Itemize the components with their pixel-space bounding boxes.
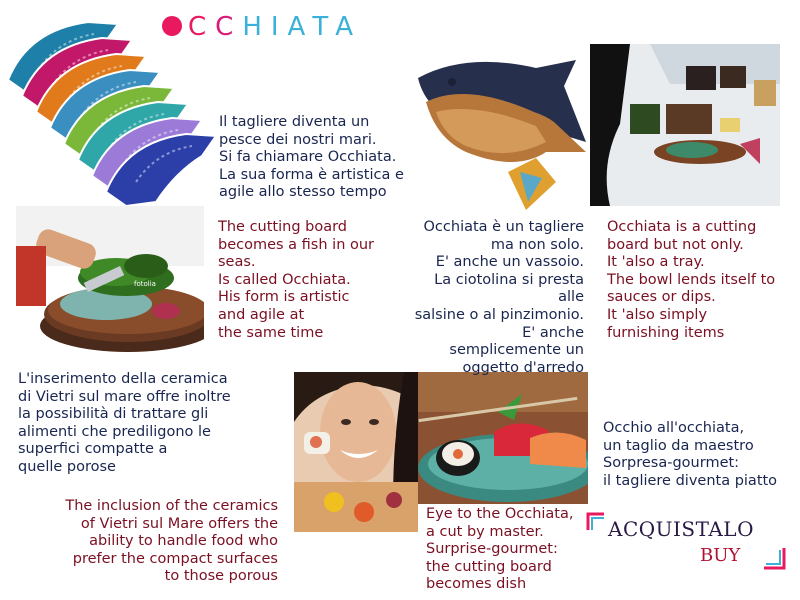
ceramic-fish-stack-image [0, 18, 215, 213]
buy-label[interactable]: BUY [700, 545, 741, 566]
woman-sushi-photo [294, 372, 418, 532]
ceramic-text-english: The inclusion of the ceramics of Vietri sul Mare offers the ability to handle food who prefer the compact surfaces to those porous [65, 498, 278, 585]
tray-text-italian: Occhiata è un tagliere ma non solo. E' anche un vassoio. La ciotolina si presta alle salsine o al pinzimonio. E' anche semplicemente un oggetto d'arredo [414, 219, 584, 376]
boat-deck-photo [590, 44, 780, 206]
title-letter: I [270, 12, 288, 42]
title-letter: T [312, 12, 336, 42]
title-letter: H [242, 12, 271, 42]
intro-text-italian: Il tagliere diventa un pesce dei nostri mari. Si fa chiamare Occhiata. La sua forma è artistica e agile allo stesso tempo [219, 114, 404, 201]
title-letter: C [215, 12, 243, 42]
fish-tray-image [396, 42, 591, 214]
tray-text-english: Occhiata is a cutting board but not only. It 'also a tray. The bowl lends itself to sauces or dips. It 'also simply furnishing items [607, 219, 776, 341]
acquistalo-label[interactable]: ACQUISTALO [608, 517, 754, 541]
ceramic-text-italian: L'inserimento della ceramica di Vietri sul mare offre inoltre la possibilità di trattare gli alimenti che prediligono le superfici compatte a quelle porose [18, 371, 231, 475]
gourmet-text-italian: Occhio all'occhiata, un taglio da maestro Sorpresa-gourmet: il tagliere diventa piatto [603, 420, 778, 489]
corner-bracket-top-left-icon [586, 512, 606, 532]
title-letter: A [287, 12, 313, 42]
sushi-plate-photo [418, 372, 588, 504]
buy-link[interactable] [586, 512, 788, 572]
intro-text-english: The cutting board becomes a fish in our seas. Is called Occhiata. His form is artistic and agile at the same time [218, 219, 375, 341]
cutting-board-photo [16, 206, 204, 354]
title-letter: C [188, 12, 216, 42]
gourmet-text-english: Eye to the Occhiata, a cut by master. Surprise-gourmet: the cutting board becomes dish [426, 506, 574, 593]
photo-watermark: fotolia [134, 280, 156, 288]
title-letter: A [335, 12, 362, 42]
corner-bracket-bottom-right-icon [762, 546, 786, 570]
